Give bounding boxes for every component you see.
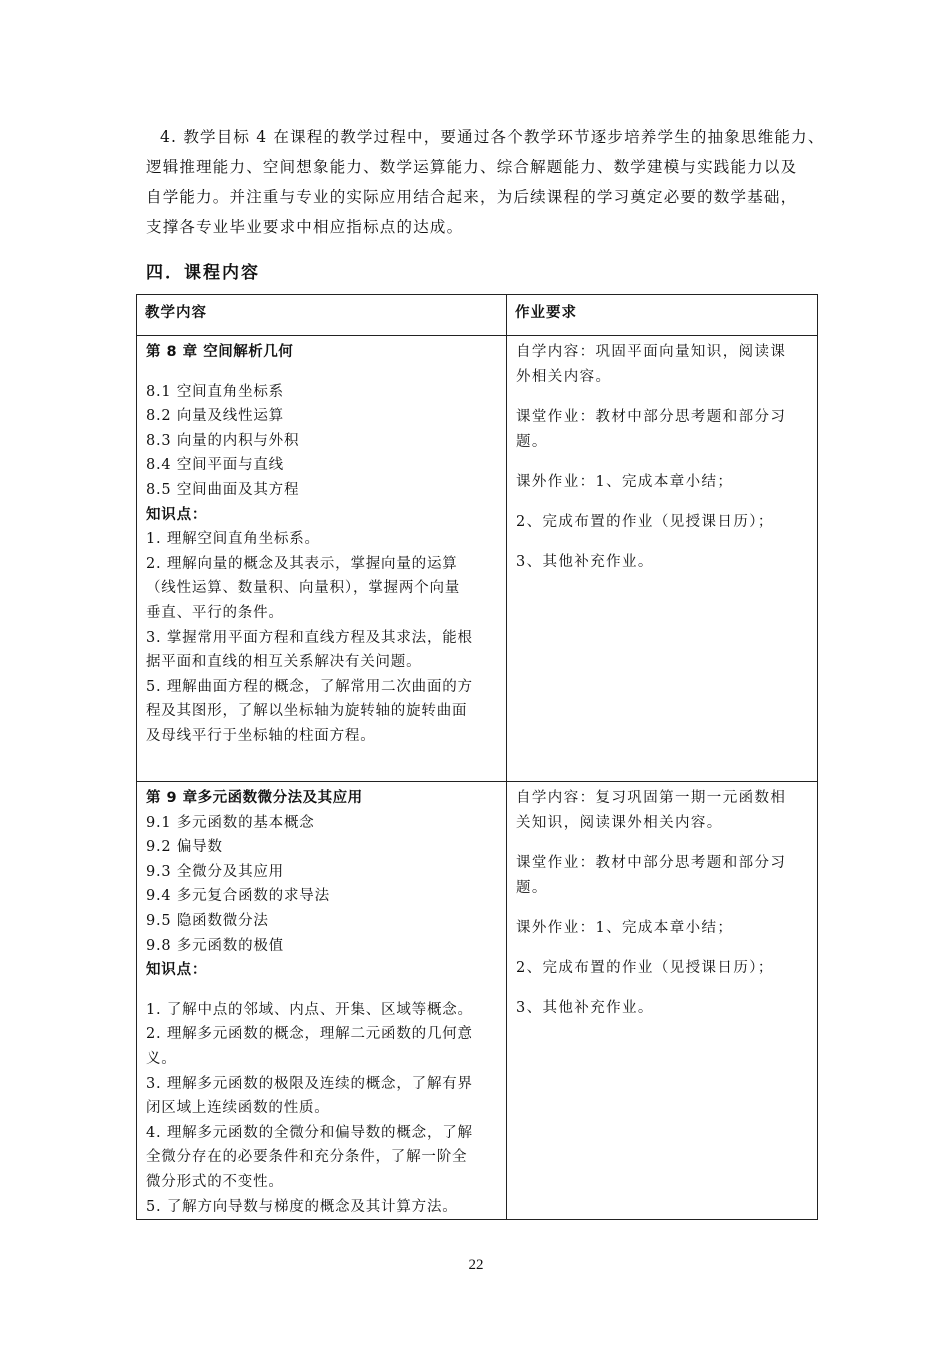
knowledge-point-line: 1. 理解空间直角坐标系。 xyxy=(146,531,320,548)
homework-line: 关知识，阅读课外相关内容。 xyxy=(516,815,723,831)
section-item: 9.4 多元复合函数的求导法 xyxy=(146,888,330,905)
homework-line: 题。 xyxy=(516,880,548,896)
section-title: 四．课程内容 xyxy=(146,263,260,283)
section-item: 9.5 隐函数微分法 xyxy=(146,912,269,929)
intro-line: 逻辑推理能力、空间想象能力、数学运算能力、综合解题能力、数学建模与实践能力以及 xyxy=(146,158,798,176)
homework-line: 2、完成布置的作业（见授课日历）； xyxy=(516,960,774,976)
knowledge-point-line: 5. 了解方向导数与梯度的概念及其计算方法。 xyxy=(146,1198,458,1215)
table-row xyxy=(137,782,818,1220)
knowledge-point-line: 2. 理解多元函数的概念，理解二元函数的几何意 xyxy=(146,1026,473,1043)
section-item: 8.2 向量及线性运算 xyxy=(146,408,284,425)
homework-item xyxy=(516,916,807,941)
homework-line: 课外作业：1、完成本章小结； xyxy=(516,920,734,936)
knowledge-point-line: 3. 理解多元函数的极限及连续的概念，了解有界 xyxy=(146,1075,473,1092)
homework-item xyxy=(516,405,807,455)
header-cell xyxy=(137,295,507,336)
page-number: 22 xyxy=(468,1257,484,1273)
homework-line: 外相关内容。 xyxy=(516,369,612,385)
knowledge-point-line: 全微分存在的必要条件和充分条件，了解一阶全 xyxy=(146,1149,468,1166)
section-item: 8.5 空间曲面及其方程 xyxy=(146,481,300,498)
knowledge-points-label: 知识点： xyxy=(146,506,208,523)
knowledge-point-line: （线性运算、数量积、向量积），掌握两个向量 xyxy=(146,580,461,597)
homework-item xyxy=(516,956,807,981)
knowledge-point-line: 1. 了解中点的邻域、内点、开集、区域等概念。 xyxy=(146,1001,473,1018)
intro-line: 支撑各专业毕业要求中相应指标点的达成。 xyxy=(146,218,464,236)
knowledge-point-line: 义。 xyxy=(146,1050,177,1067)
chapter-title: 第 9 章多元函数微分法及其应用 xyxy=(146,790,363,806)
homework-item xyxy=(516,786,807,836)
knowledge-points-label: 知识点： xyxy=(146,962,208,979)
homework-line: 课外作业：1、完成本章小结； xyxy=(516,474,734,490)
intro-paragraph xyxy=(146,122,826,242)
homework-item xyxy=(516,510,807,535)
section-item: 8.1 空间直角坐标系 xyxy=(146,383,284,400)
intro-line: 4. 教学目标 4 在课程的教学过程中，要通过各个教学环节逐步培养学生的抽象思维能力、 xyxy=(160,128,825,146)
table-header-row xyxy=(137,295,818,336)
homework-line: 自学内容：复习巩固第一期一元函数相 xyxy=(516,790,787,806)
header-teaching-content: 教学内容 xyxy=(145,305,207,321)
homework-cell xyxy=(507,782,818,1220)
header-cell xyxy=(507,295,818,336)
content-cell xyxy=(137,782,507,1220)
knowledge-point-line: 2. 理解向量的概念及其表示，掌握向量的运算 xyxy=(146,555,458,572)
knowledge-point-line: 5. 理解曲面方程的概念，了解常用二次曲面的方 xyxy=(146,678,473,695)
section-item: 9.8 多元函数的极值 xyxy=(146,937,284,954)
chapter-title: 第 8 章 空间解析几何 xyxy=(146,344,294,360)
section-item: 9.2 偏导数 xyxy=(146,839,223,856)
intro-line: 自学能力。并注重与专业的实际应用结合起来，为后续课程的学习奠定必要的数学基础， xyxy=(146,188,798,206)
homework-item xyxy=(516,996,807,1021)
knowledge-point-line: 4. 理解多元函数的全微分和偏导数的概念，了解 xyxy=(146,1124,473,1141)
homework-line: 题。 xyxy=(516,434,548,450)
knowledge-point-line: 闭区域上连续函数的性质。 xyxy=(146,1100,330,1117)
homework-item xyxy=(516,470,807,495)
homework-line: 3、其他补充作业。 xyxy=(516,554,654,570)
knowledge-point-line: 程及其图形，了解以坐标轴为旋转轴的旋转曲面 xyxy=(146,703,468,720)
homework-item xyxy=(516,851,807,901)
knowledge-point-line: 据平面和直线的相互关系解决有关问题。 xyxy=(146,654,422,671)
homework-line: 课堂作业：教材中部分思考题和部分习 xyxy=(516,855,787,871)
table-row xyxy=(137,336,818,782)
section-item: 9.3 全微分及其应用 xyxy=(146,863,284,880)
header-homework: 作业要求 xyxy=(515,305,577,321)
homework-line: 2、完成布置的作业（见授课日历）； xyxy=(516,514,774,530)
section-item: 9.1 多元函数的基本概念 xyxy=(146,814,315,831)
knowledge-point-line: 及母线平行于坐标轴的柱面方程。 xyxy=(146,727,376,744)
section-item: 8.3 向量的内积与外积 xyxy=(146,432,300,449)
homework-cell xyxy=(507,336,818,782)
content-cell xyxy=(137,336,507,782)
course-content-table xyxy=(136,294,818,1220)
section-item: 8.4 空间平面与直线 xyxy=(146,457,284,474)
homework-line: 3、其他补充作业。 xyxy=(516,1000,654,1016)
homework-item xyxy=(516,340,807,390)
homework-item xyxy=(516,550,807,575)
knowledge-point-line: 垂直、平行的条件。 xyxy=(146,604,284,621)
knowledge-point-line: 微分形式的不变性。 xyxy=(146,1173,284,1190)
homework-line: 课堂作业：教材中部分思考题和部分习 xyxy=(516,409,787,425)
knowledge-point-line: 3. 掌握常用平面方程和直线方程及其求法，能根 xyxy=(146,629,473,646)
homework-line: 自学内容：巩固平面向量知识，阅读课 xyxy=(516,344,787,360)
